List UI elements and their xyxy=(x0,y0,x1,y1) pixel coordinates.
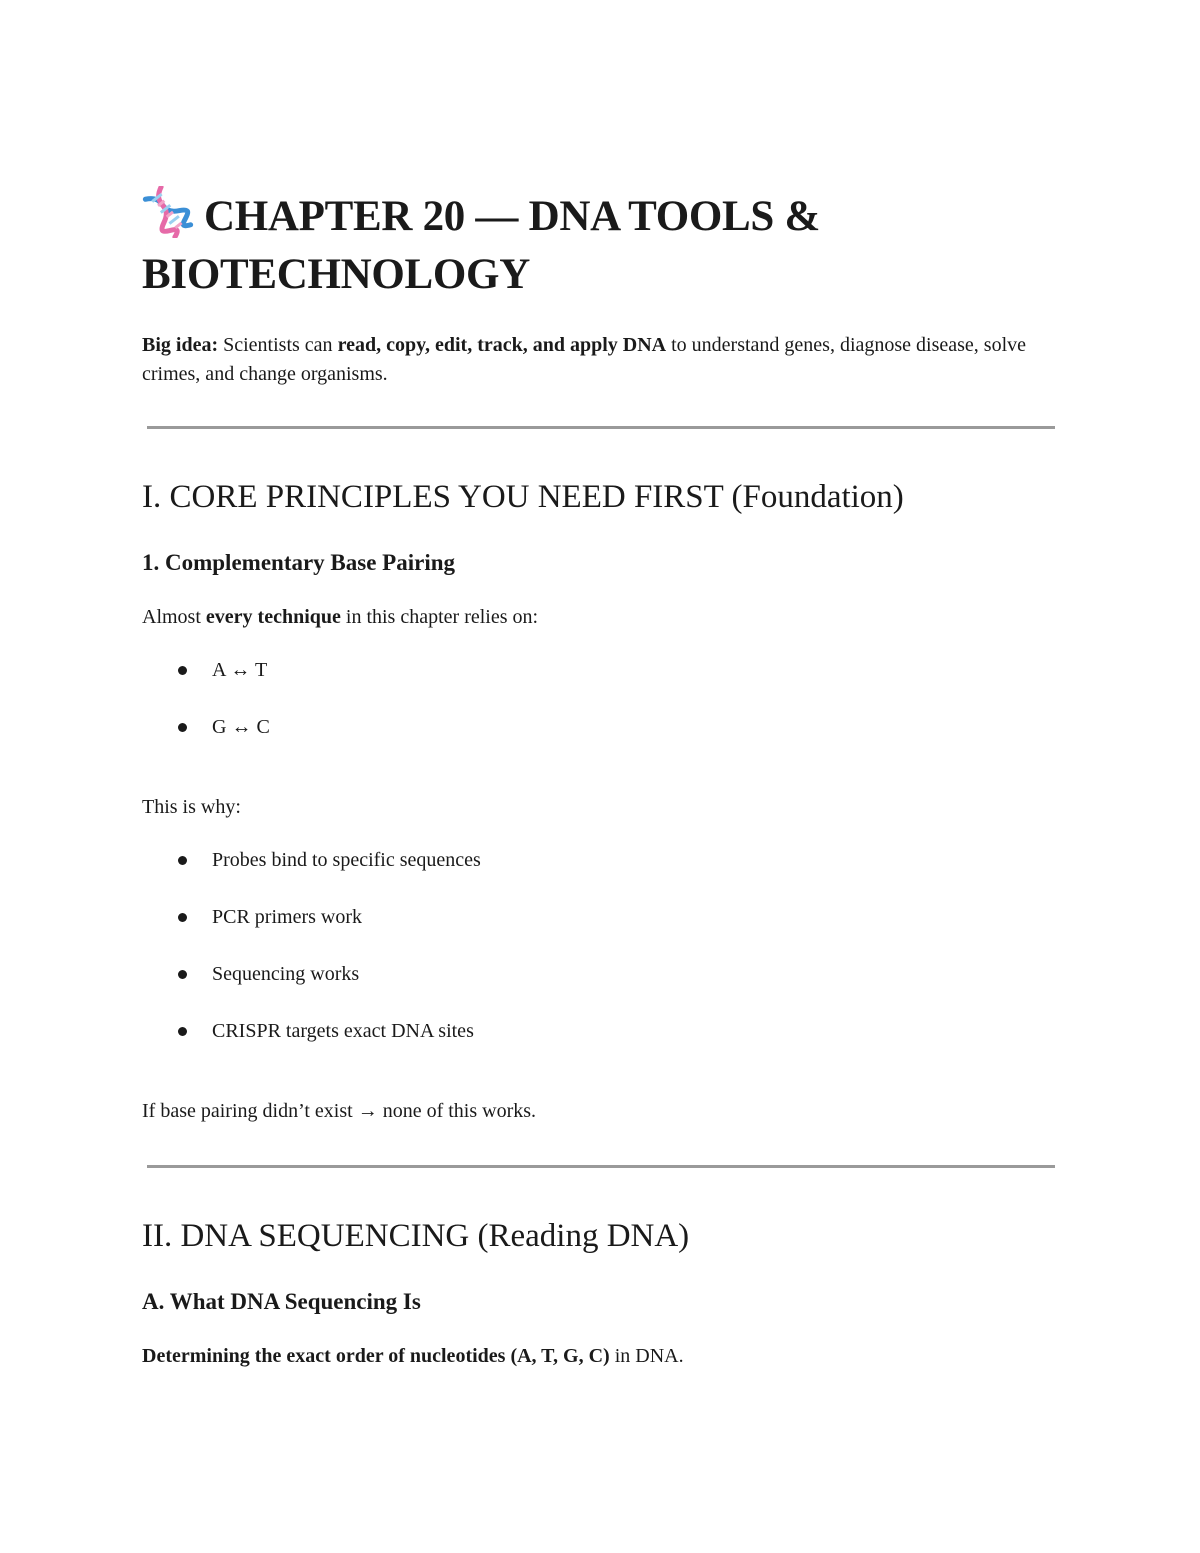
divider xyxy=(147,1165,1055,1168)
list-item-text: PCR primers work xyxy=(212,906,362,928)
intro-emphasis: every technique xyxy=(205,606,341,628)
bullet-icon xyxy=(178,913,187,922)
page-title xyxy=(142,186,1054,304)
bullet-icon xyxy=(178,723,187,732)
dna-icon xyxy=(142,186,194,238)
big-idea-text-post: to understand genes, diagnose disease, solve crimes, and change organisms. xyxy=(142,334,1027,385)
definition-emphasis: Determining the exact order of nucleotides (A, T, G, C) xyxy=(142,1345,610,1367)
big-idea-emphasis: read, copy, edit, track, and apply DNA xyxy=(337,334,667,356)
why-paragraph: This is why: xyxy=(142,796,241,818)
definition-paragraph xyxy=(142,1342,684,1371)
divider xyxy=(147,426,1055,429)
intro-text-pre: Almost xyxy=(142,606,201,628)
definition-text-post: in DNA. xyxy=(614,1345,684,1367)
section-heading-dna-sequencing: II. DNA SEQUENCING (Reading DNA) xyxy=(142,1218,690,1254)
section-heading-core-principles: I. CORE PRINCIPLES YOU NEED FIRST (Foundation) xyxy=(142,479,904,515)
page-title-text: CHAPTER 20 — DNA TOOLS & BIOTECHNOLOGY xyxy=(142,193,821,298)
intro-text-post: in this chapter relies on: xyxy=(345,606,539,628)
list-item-text: A ↔ T xyxy=(212,659,268,681)
subheading-what-sequencing-is: A. What DNA Sequencing Is xyxy=(142,1289,421,1314)
list-item-text: Probes bind to specific sequences xyxy=(212,849,481,871)
subheading-base-pairing: 1. Complementary Base Pairing xyxy=(142,550,456,575)
bullet-icon xyxy=(178,1027,187,1036)
conclusion-paragraph: If base pairing didn’t exist → none of this works. xyxy=(142,1100,537,1122)
big-idea-label: Big idea: xyxy=(142,334,219,356)
bullet-icon xyxy=(178,856,187,865)
list-item-text: G ↔ C xyxy=(212,716,270,738)
list-item-text: CRISPR targets exact DNA sites xyxy=(212,1020,474,1042)
big-idea-text-pre: Scientists can xyxy=(223,334,333,356)
big-idea-paragraph xyxy=(142,331,1054,389)
bullet-icon xyxy=(178,666,187,675)
bullet-icon xyxy=(178,970,187,979)
intro-paragraph xyxy=(142,603,538,632)
list-item-text: Sequencing works xyxy=(212,963,360,985)
